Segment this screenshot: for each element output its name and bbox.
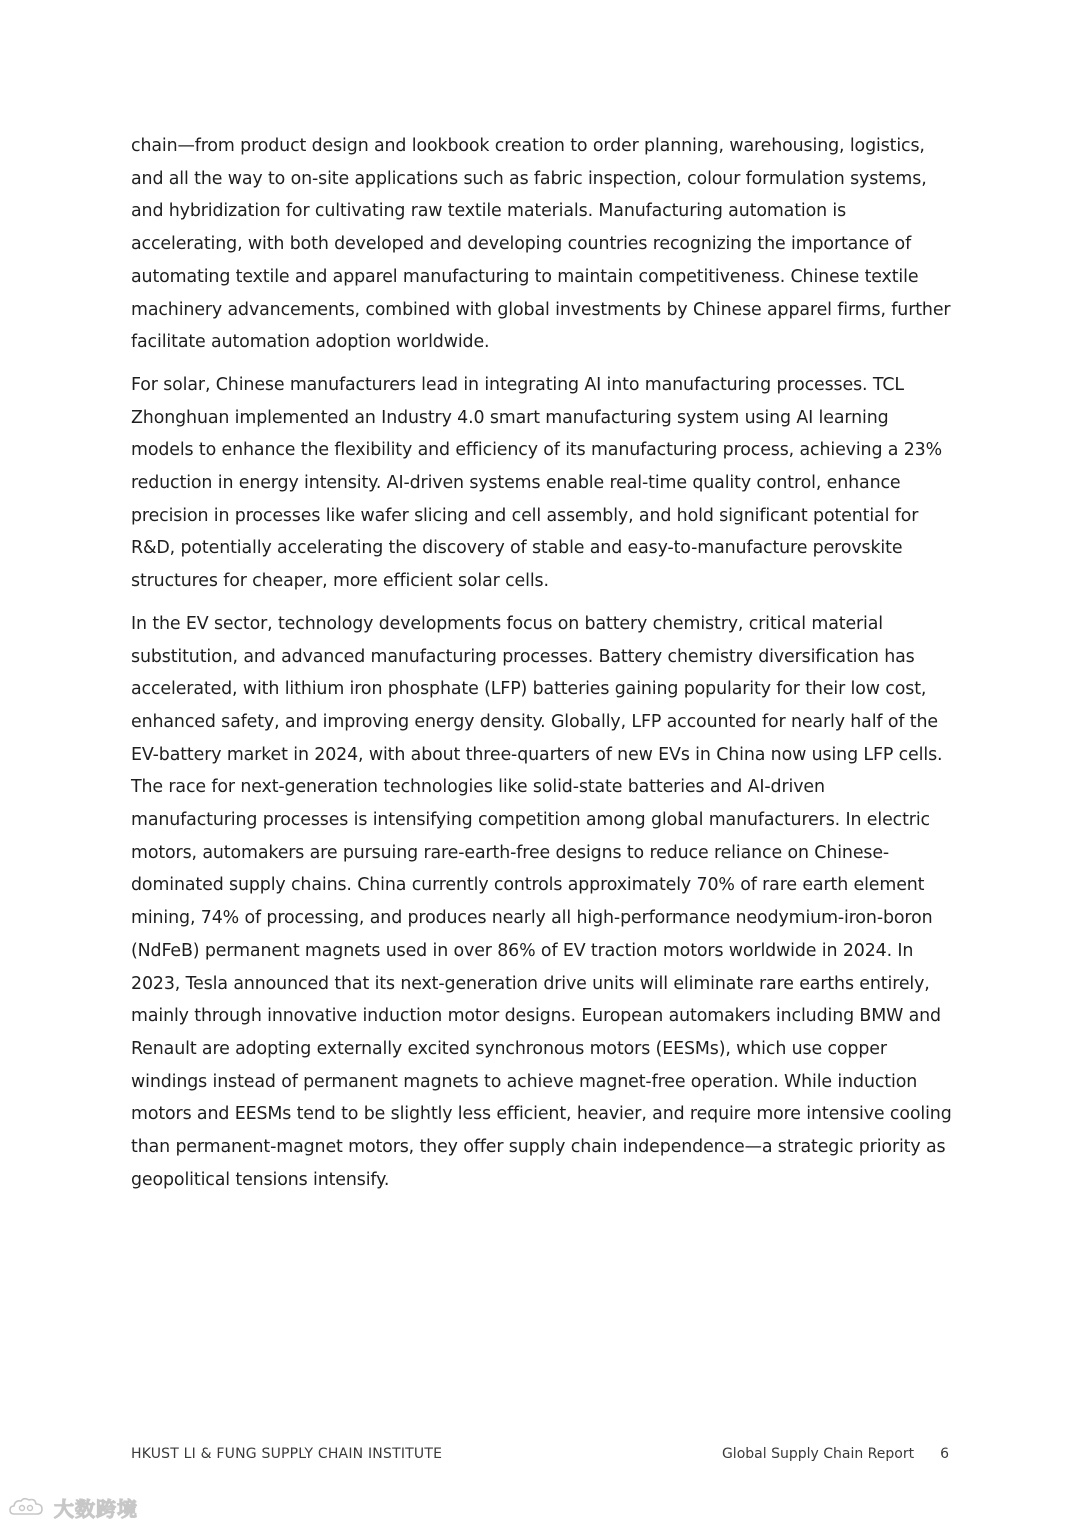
footer-organization: HKUST LI & FUNG SUPPLY CHAIN INSTITUTE [131,1446,443,1462]
page-number: 6 [940,1446,949,1462]
watermark-text: 大数跨境 [54,1497,138,1521]
cloud-logo-icon [8,1496,48,1520]
page-footer [131,1446,949,1470]
report-body [131,130,953,1207]
footer-right-group [722,1446,949,1462]
paragraph-textile-automation: chain—from product design and lookbook creation to order planning, warehousing, logistics, and all the way to on-site applications such as fabric inspection, colour formulation systems, and hybridization for cultivating raw textile materials. Manufacturing automation is accelerating, with both developed and developing countries recognizing the importance of automating textile and apparel manufacturing to maintain competitiveness. Chinese textile machinery advancements, combined with global investments by Chinese apparel firms, further facilitate automation adoption worldwide. [131,136,951,353]
watermark [8,1493,138,1522]
footer-report-title: Global Supply Chain Report [721,1446,915,1462]
paragraph-ev-sector: In the EV sector, technology developments focus on battery chemistry, critical material substitution, and advanced manufacturing processes. Battery chemistry diversification has accelerated, with lithium iron phosphate (LFP) batteries gaining popularity for their low cost, enhanced safety, and improving energy density. Globally, LFP accounted for nearly half of the EV-battery market in 2024, with about three-quarters of new EVs in China now using LFP cells. The race for next-generation technologies like solid-state batteries and AI-driven manufacturing processes is intensifying competition among global manufacturers. In electric motors, automakers are pursuing rare-earth-free designs to reduce reliance on Chinese-dominated supply chains. China currently controls approximately 70% of rare earth element mining, 74% of processing, and produces nearly all high-performance neodymium-iron-boron (NdFeB) permanent magnets used in over 86% of EV traction motors worldwide in 2024. In 2023, Tesla announced that its next-generation drive units will eliminate rare earths entirely, mainly through innovative induction motor designs. European automakers including BMW and Renault are adopting externally excited synchronous motors (EESMs), which use copper windings instead of permanent magnets to achieve magnet-free operation. While induction motors and EESMs tend to be slightly less efficient, heavier, and require more intensive cooling than permanent-magnet motors, they offer supply chain independence—a strategic priority as geopolitical tensions intensify. [131,613,952,1190]
paragraph-solar-ai: For solar, Chinese manufacturers lead in integrating AI into manufacturing processes. TCL Zhonghuan implemented an Industry 4.0 smart manufacturing system using AI learning models to enhance the flexibility and efficiency of its manufacturing process, achieving a 23% reduction in energy intensity. AI-driven systems enable real-time quality control, enhance precision in processes like wafer slicing and cell assembly, and hold significant potential for R&D, potentially accelerating the discovery of stable and easy-to-manufacture perovskite structures for cheaper, more efficient solar cells. [131,374,943,592]
